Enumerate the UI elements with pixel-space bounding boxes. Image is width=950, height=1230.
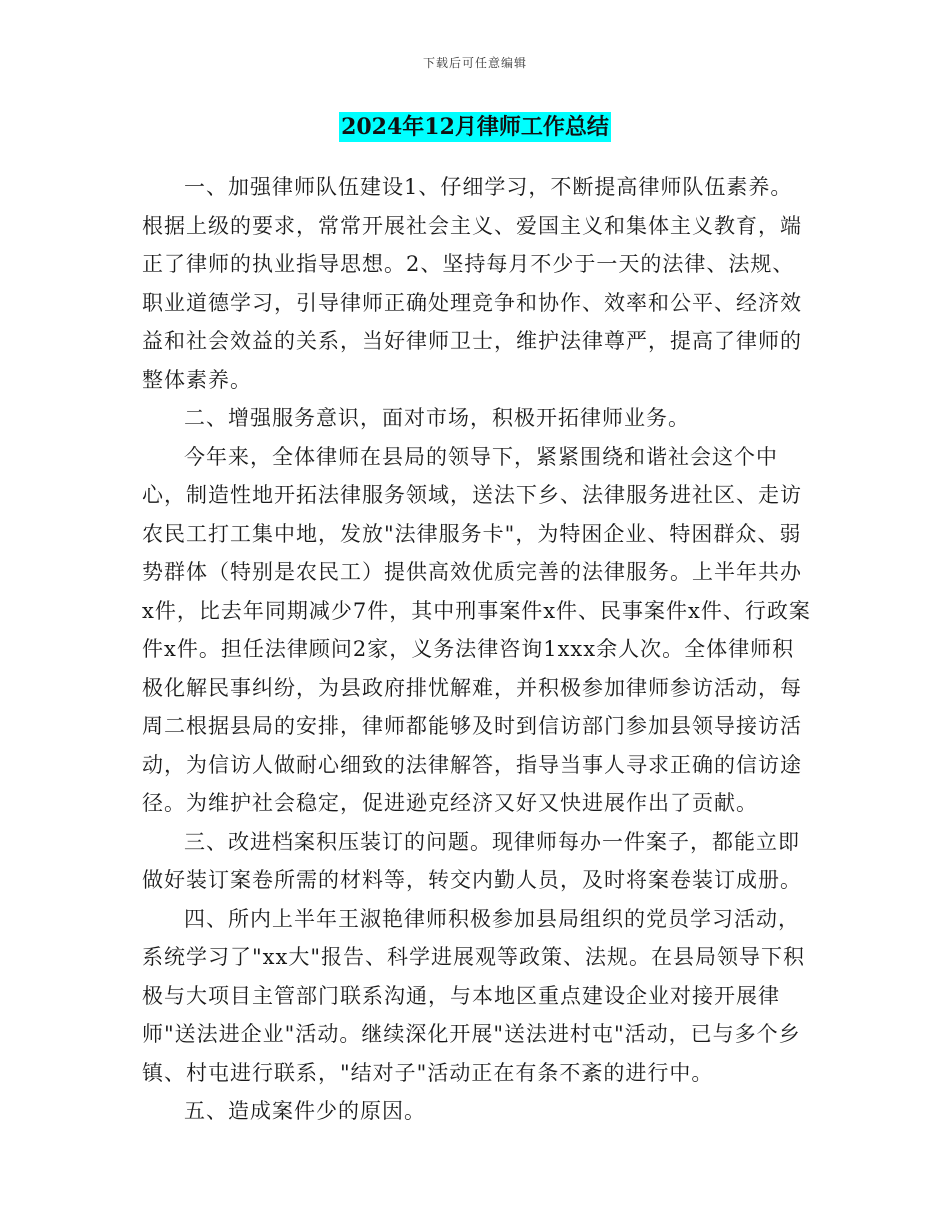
- title-wrapper: [0, 112, 950, 142]
- paragraph-4: 三、改进档案积压装订的问题。现律师每办一件案子，都能立即做好装订案卷所需的材料等，转交内勤人员，及时将案卷装订成册。: [142, 829, 802, 892]
- paragraph-2: 二、增强服务意识，面对市场，积极开拓律师业务。: [184, 406, 690, 430]
- header-note: 下载后可任意编辑: [422, 56, 527, 70]
- paragraph-3: 今年来，全体律师在县局的领导下，紧紧围绕和谐社会这个中心，制造性地开拓法律服务领域，送法下乡、法律服务进社区、走访农民工打工集中地，发放"法律服务卡"，为特困企业、特困群众、弱势群体（特别是农民工）提供高效优质完善的法律服务。上半年共办x件，比去年同期减少7件，其中刑事案件x件、民事案件x件、行政案件x件。担任法律顾问2家，义务法律咨询1xxx余人次。全体律师积极化解民事纠纷，为县政府排忧解难，并积极参加律师参访活动，每周二根据县局的安排，律师都能够及时到信访部门参加县领导接访活动，为信访人做耐心细致的法律解答，指导当事人寻求正确的信访途径。为维护社会稳定，促进逊克经济又好又快进展作出了贡献。: [142, 444, 811, 815]
- paragraph-5: 四、所内上半年王淑艳律师积极参加县局组织的党员学习活动，系统学习了"xx大"报告、科学进展观等政策、法规。在县局领导下积极与大项目主管部门联系沟通，与本地区重点建设企业对接开展律师"送法进企业"活动。继续深化开展"送法进村屯"活动，已与多个乡镇、村屯进行联系，"结对子"活动正在有条不紊的进行中。: [142, 906, 806, 1085]
- paragraph-6: 五、造成案件少的原因。: [184, 1099, 426, 1123]
- document-title: 2024年12月律师工作总结: [341, 114, 609, 140]
- document-body: [142, 168, 814, 1131]
- paragraph-1: 一、加强律师队伍建设1、仔细学习，不断提高律师队伍素养。根据上级的要求，常常开展社会主义、爱国主义和集体主义教育，端正了律师的执业指导思想。2、坚持每月不少于一天的法律、法规、职业道德学习，引导律师正确处理竞争和协作、效率和公平、经济效益和社会效益的关系，当好律师卫士，维护法律尊严，提高了律师的整体素养。: [142, 175, 802, 392]
